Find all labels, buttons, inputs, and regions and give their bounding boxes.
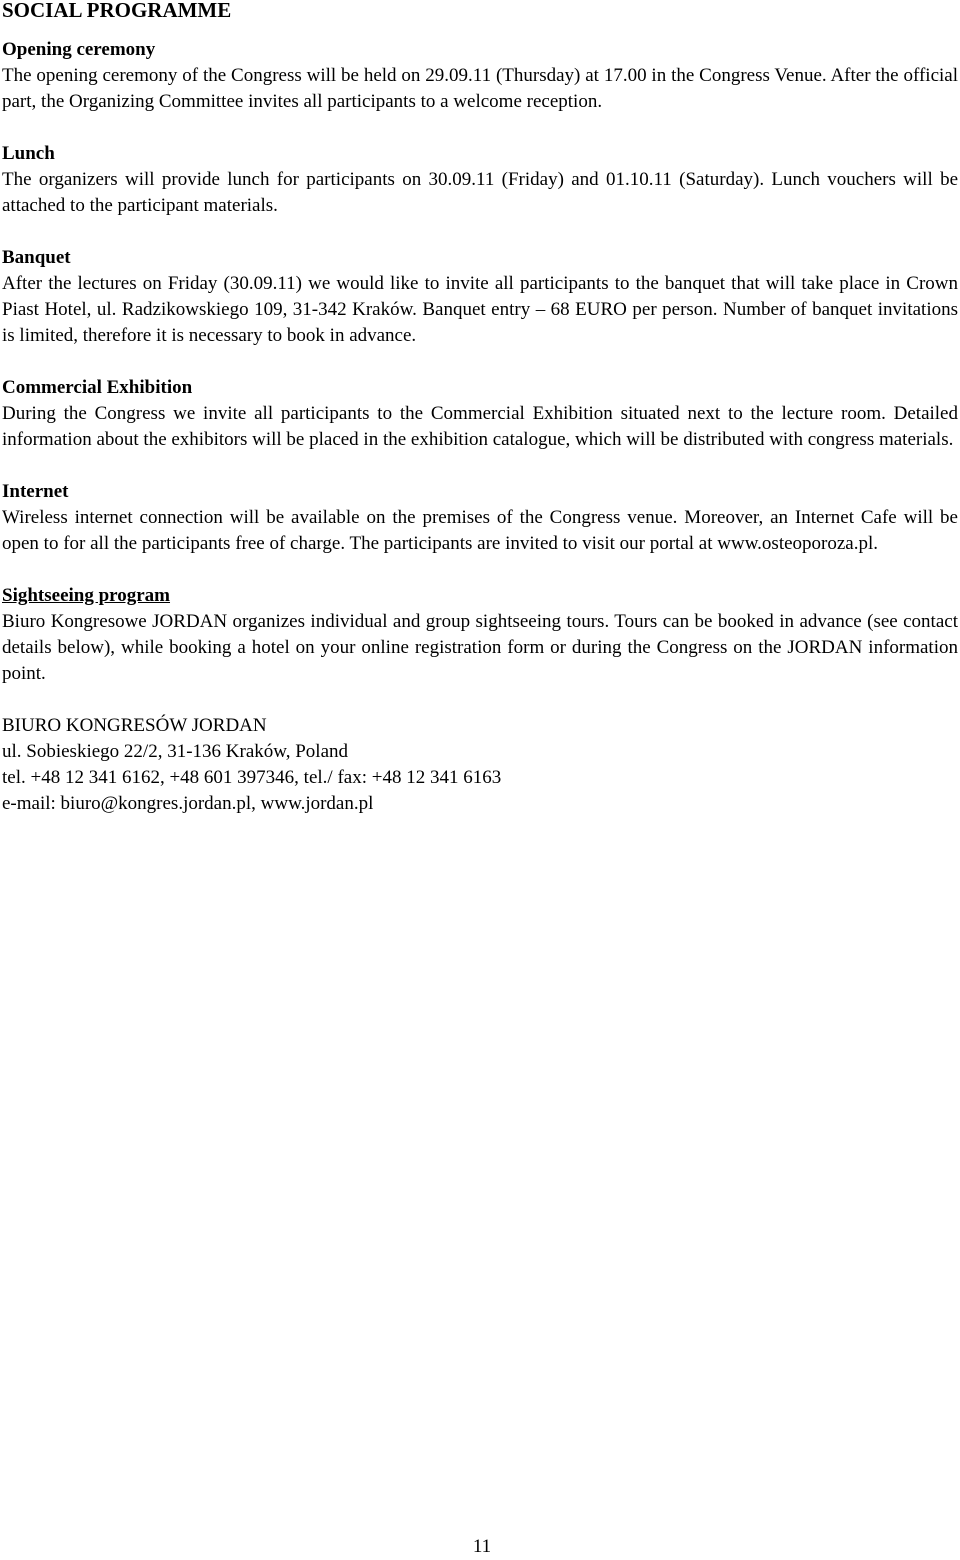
- page-number: 11: [472, 1536, 492, 1557]
- contact-phone: tel. +48 12 341 6162, +48 601 397346, tel./ fax: +48 12 341 6163: [2, 767, 502, 788]
- section-body-banquet: After the lectures on Friday (30.09.11) we would like to invite all participants to the banquet that will take place in Crown Piast Hotel, ul. Radzikowskiego 109, 31-342 Kraków. Banquet entry – 68 EURO per person. Number of banquet invitations is limited, therefore it is necessary to book in advance.: [2, 273, 958, 346]
- section-heading-opening-ceremony: Opening ceremony: [2, 39, 156, 60]
- section-body-internet: Wireless internet connection will be available on the premises of the Congress venue. Moreover, an Internet Cafe will be open to for all the participants free of charge. The participants are invited to visit our portal at www.osteoporoza.pl.: [2, 507, 958, 554]
- section-banquet: [2, 245, 958, 349]
- section-lunch: [2, 141, 958, 219]
- section-internet: [2, 479, 958, 557]
- section-heading-banquet: Banquet: [2, 247, 71, 268]
- page-title: SOCIAL PROGRAMME: [2, 0, 232, 22]
- section-body-lunch: The organizers will provide lunch for participants on 30.09.11 (Friday) and 01.10.11 (Saturday). Lunch vouchers will be attached to the participant materials.: [2, 169, 958, 216]
- document-page: [2, 0, 958, 817]
- section-heading-internet: Internet: [2, 481, 69, 502]
- section-body-opening-ceremony: The opening ceremony of the Congress will be held on 29.09.11 (Thursday) at 17.00 in the Congress Venue. After the official part, the Organizing Committee invites all participants to a welcome reception.: [2, 65, 958, 112]
- section-body-commercial-exhibition: During the Congress we invite all participants to the Commercial Exhibition situated next to the lecture room. Detailed information about the exhibitors will be placed in the exhibition catalogue, which will be distributed with congress materials.: [2, 403, 958, 450]
- section-heading-sightseeing-program: Sightseeing program: [2, 585, 171, 606]
- contact-email: e-mail: biuro@kongres.jordan.pl, www.jordan.pl: [2, 793, 374, 814]
- section-body-sightseeing-program: Biuro Kongresowe JORDAN organizes individual and group sightseeing tours. Tours can be booked in advance (see contact details below), while booking a hotel on your online registration form or during the Congress on the JORDAN information point.: [2, 611, 958, 684]
- section-opening-ceremony: [2, 37, 958, 115]
- section-sightseeing-program: [2, 583, 958, 687]
- contact-name: BIURO KONGRESÓW JORDAN: [2, 715, 267, 736]
- contact-block: [2, 713, 958, 817]
- section-commercial-exhibition: [2, 375, 958, 453]
- contact-address: ul. Sobieskiego 22/2, 31-136 Kraków, Poland: [2, 741, 349, 762]
- section-heading-lunch: Lunch: [2, 143, 55, 164]
- section-heading-commercial-exhibition: Commercial Exhibition: [2, 377, 193, 398]
